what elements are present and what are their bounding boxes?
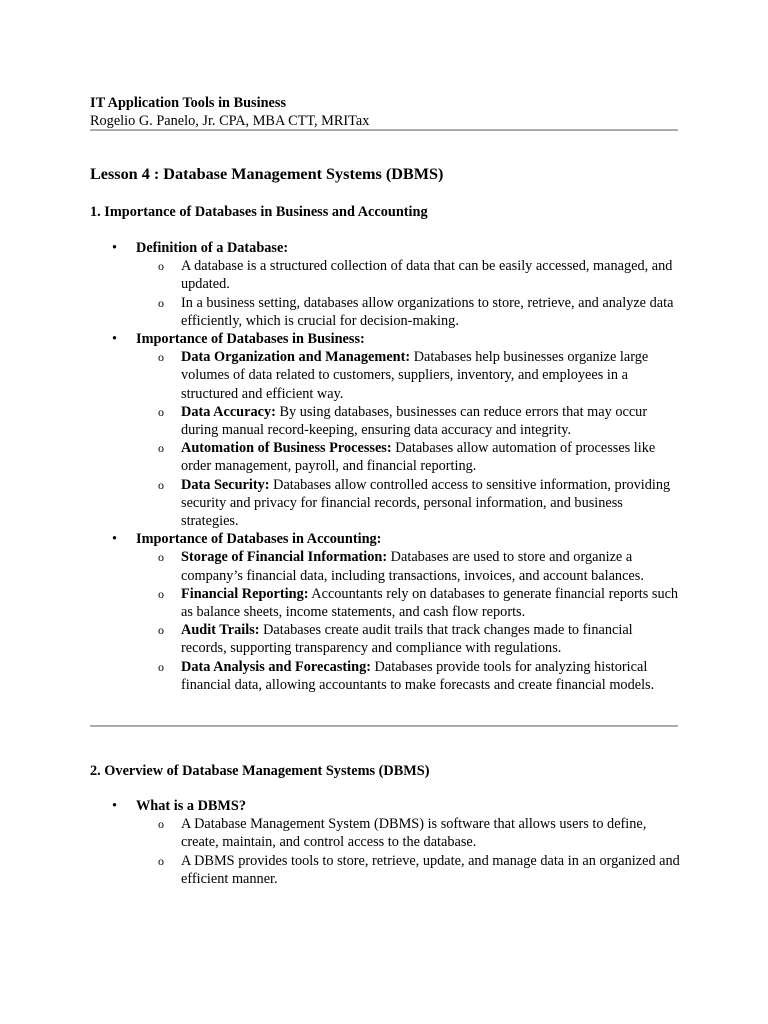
sub-item xyxy=(136,348,680,403)
sub-item xyxy=(136,476,680,531)
sub-item-lead: Data Accuracy: xyxy=(181,403,276,420)
header-divider xyxy=(90,129,678,131)
sub-item xyxy=(136,852,680,888)
sub-item-lead: Audit Trails: xyxy=(181,622,260,639)
bullet-accounting-importance xyxy=(90,530,680,694)
sub-item-text: In a business setting, databases allow organizations to store, retrieve, and analyze data efficiently, which is crucial for decision-making. xyxy=(181,294,674,329)
sub-item xyxy=(136,294,680,330)
sub-item-text: By using databases, businesses can reduce errors that may occur during manual record-keeping, ensuring data accuracy and integrity. xyxy=(181,403,648,439)
bullet-business-importance xyxy=(90,330,680,530)
sub-item xyxy=(136,585,680,621)
bullet-label: Importance of Databases in Business: xyxy=(136,331,365,348)
sub-item-lead: Automation of Business Processes: xyxy=(181,440,392,457)
sub-list xyxy=(136,548,680,694)
sub-item xyxy=(136,621,680,657)
sub-item xyxy=(136,658,680,694)
sub-item xyxy=(136,548,680,584)
sub-item xyxy=(136,815,680,851)
sub-list xyxy=(136,348,680,530)
bullet-label: Importance of Databases in Accounting: xyxy=(136,531,382,548)
document-header xyxy=(90,94,678,130)
sub-list xyxy=(136,815,680,888)
sub-item-text: Databases allow automation of processes like order management, payroll, and financial reporting. xyxy=(181,440,656,475)
sub-item xyxy=(136,403,680,439)
bullet-definition xyxy=(90,239,680,330)
section-1-list xyxy=(90,239,680,694)
bullet-label: What is a DBMS? xyxy=(136,798,247,814)
section-1-heading: 1. Importance of Databases in Business and Accounting xyxy=(90,204,428,220)
sub-item-text: A DBMS provides tools to store, retrieve, update, and manage data in an organized and efficient manner. xyxy=(181,852,680,887)
section-2-heading: 2. Overview of Database Management Systems (DBMS) xyxy=(90,763,430,779)
lesson-title: Lesson 4 : Database Management Systems (DBMS) xyxy=(90,165,444,183)
sub-item-lead: Storage of Financial Information: xyxy=(181,549,388,566)
sub-item-lead: Data Analysis and Forecasting: xyxy=(181,658,371,675)
bullet-what-is-dbms xyxy=(90,797,680,888)
bullet-label: Definition of a Database: xyxy=(136,240,289,256)
course-title: IT Application Tools in Business xyxy=(90,95,287,111)
sub-item-lead: Data Security: xyxy=(181,476,270,493)
sub-item-lead: Financial Reporting: xyxy=(181,585,309,602)
sub-item-text: Accountants rely on databases to generate financial reports such as balance sheets, income statements, and cash flow reports. xyxy=(181,585,679,621)
sub-item xyxy=(136,257,680,293)
sub-list xyxy=(136,257,680,330)
sub-item-text: Databases are used to store and organize a company’s financial data, including transactions, invoices, and account balances. xyxy=(181,549,644,584)
section-2-list xyxy=(90,797,680,888)
sub-item-text: A database is a structured collection of data that can be easily accessed, managed, and updated. xyxy=(181,258,673,293)
sub-item-text: A Database Management System (DBMS) is software that allows users to define, create, maintain, and control access to the database. xyxy=(181,816,647,851)
sub-item-text: Databases provide tools for analyzing historical financial data, allowing accountants to make forecasts and create financial models. xyxy=(181,658,655,693)
sub-item-lead: Data Organization and Management: xyxy=(181,349,411,366)
author-line: Rogelio G. Panelo, Jr. CPA, MBA CTT, MRITax xyxy=(90,113,370,130)
section-divider xyxy=(90,725,678,727)
sub-item-text: Databases create audit trails that track changes made to financial records, supporting transparency and compliance with regulations. xyxy=(181,622,633,657)
sub-item-text: Databases allow controlled access to sensitive information, providing security and privacy for financial records, personal information, and business strategies. xyxy=(181,476,671,530)
sub-item-text: Databases help businesses organize large volumes of data related to customers, suppliers, inventory, and employees in a structured and efficient way. xyxy=(181,349,649,402)
sub-item xyxy=(136,439,680,475)
